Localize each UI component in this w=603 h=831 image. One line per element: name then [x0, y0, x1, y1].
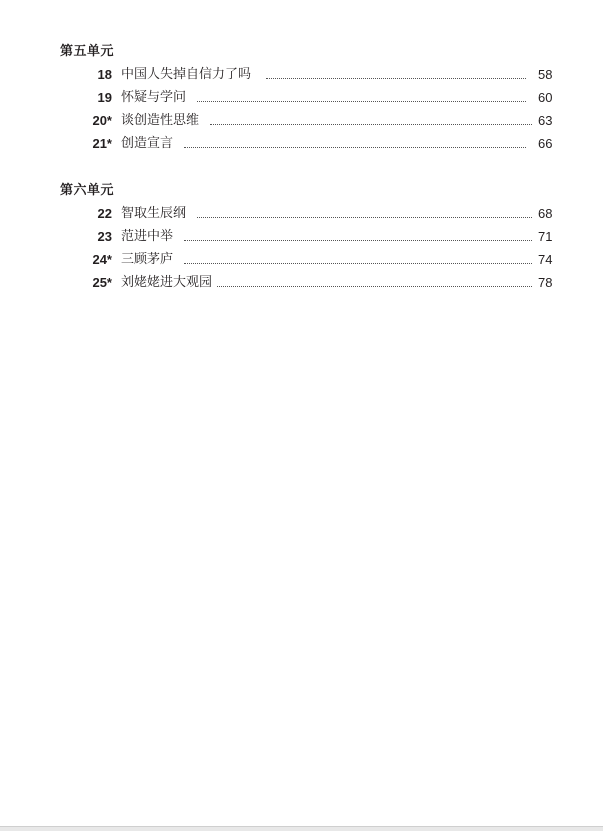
page-number: 78	[538, 275, 553, 290]
page-number: 58	[538, 67, 553, 82]
dot-leader	[184, 263, 532, 264]
page-bottom-edge	[0, 826, 603, 831]
toc-entry[interactable]	[0, 205, 603, 223]
unit-title: 第五单元	[60, 44, 115, 59]
lesson-title: 中国人失掉自信力了吗	[121, 67, 252, 82]
unit-title: 第六单元	[60, 183, 115, 198]
dot-leader	[184, 240, 532, 241]
page-number: 63	[538, 113, 553, 128]
page-number: 60	[538, 90, 553, 105]
lesson-title: 刘姥姥进大观园	[121, 275, 213, 290]
toc-entry[interactable]	[0, 89, 603, 107]
lesson-title: 范进中举	[121, 229, 174, 244]
page-number: 74	[538, 252, 553, 267]
toc-entry[interactable]	[0, 135, 603, 153]
dot-leader	[197, 101, 526, 102]
lesson-number: 25*	[92, 275, 112, 290]
lesson-title: 创造宣言	[121, 136, 174, 151]
page-number: 68	[538, 206, 553, 221]
lesson-number: 22	[97, 206, 112, 221]
lesson-title: 智取生辰纲	[121, 206, 187, 221]
dot-leader	[210, 124, 532, 125]
dot-leader	[197, 217, 532, 218]
lesson-number: 18	[97, 67, 112, 82]
lesson-title: 谈创造性思维	[121, 113, 200, 128]
lesson-title: 三顾茅庐	[121, 252, 174, 267]
lesson-title: 怀疑与学问	[121, 90, 187, 105]
lesson-number: 23	[97, 229, 112, 244]
toc-entry[interactable]	[0, 251, 603, 269]
lesson-number: 19	[97, 90, 112, 105]
toc-entry[interactable]	[0, 228, 603, 246]
toc-entry[interactable]	[0, 66, 603, 84]
toc-entry[interactable]	[0, 274, 603, 292]
lesson-number: 20*	[92, 113, 112, 128]
dot-leader	[184, 147, 526, 148]
lesson-number: 21*	[92, 136, 112, 151]
toc-entry[interactable]	[0, 112, 603, 130]
lesson-number: 24*	[92, 252, 112, 267]
dot-leader	[217, 286, 532, 287]
page-number: 71	[538, 229, 553, 244]
dot-leader	[266, 78, 526, 79]
page-number: 66	[538, 136, 553, 151]
